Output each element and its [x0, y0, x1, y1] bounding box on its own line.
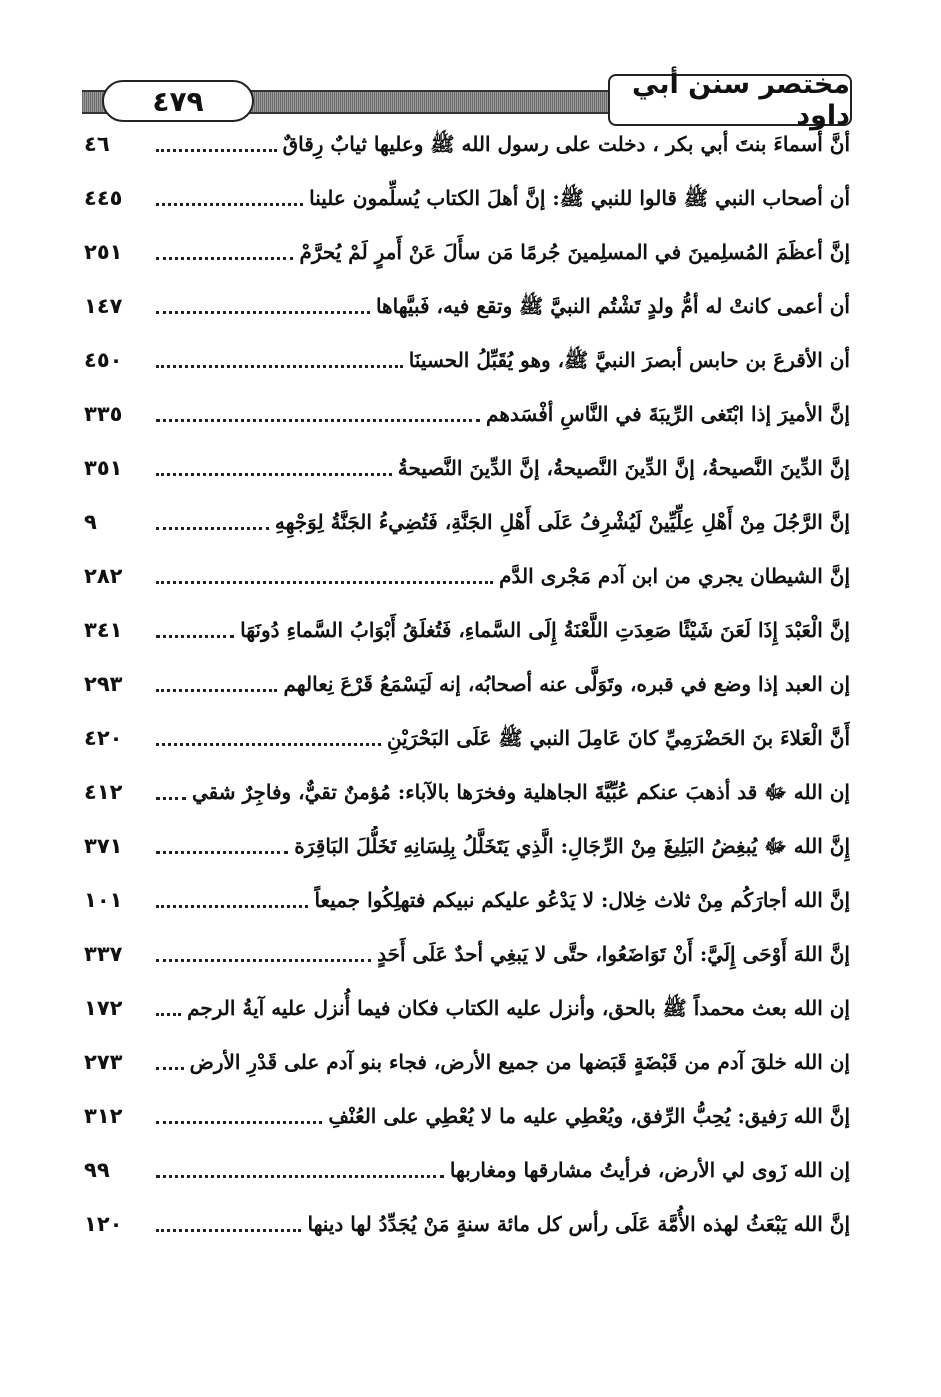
entry-text: أَنَّ الْعَلاءَ بنَ الحَضْرَمِيِّ كانَ عَامِلَ النبي ﷺ عَلَى البَحْرَيْنِ [386, 726, 850, 750]
dot-leader [156, 687, 277, 692]
entry-page-number: ٩ [84, 510, 97, 534]
entry-text: إنَّ الله رَفيق: يُحِبُّ الرِّفق، ويُعْطِي عليه ما لا يُعْطِي على العُنْفِ [328, 1104, 850, 1128]
entry-text: إن الله خلقَ آدم من قَبْضَةٍ قَبَضها من جميع الأرض، فجاء بنو آدم على قَدْرِ الأرض [189, 1050, 850, 1074]
entry-page-number: ٤٤٥ [84, 186, 123, 210]
entry-text: إن الله بعث محمداً ﷺ بالحق، وأنزل عليه الكتاب فكان فيما أُنزل عليه آيةُ الرجم [187, 996, 850, 1020]
entry-text: إنَّ الرَّجُلَ مِنْ أَهْلِ عِلِّيِّينْ لَيُشْرِفُ عَلَى أَهْلِ الجَنَّةِ، فَتُضِيءُ الجَنَّةُ لِوَجْهِهِ [274, 510, 850, 534]
entry-page-number: ٣٥١ [84, 456, 123, 480]
dot-leader [156, 309, 370, 314]
entry-text: إنَّ الله يَبْعَثُ لهذه الأُمَّة عَلَى رأس كل مائة سنةٍ مَنْ يُجَدِّدُ لها دينها [307, 1212, 850, 1236]
entry-page-number: ٢٥١ [84, 240, 123, 264]
entry-page-number: ٢٧٣ [84, 1050, 123, 1074]
index-entry [84, 286, 850, 326]
entry-page-number: ١٠١ [84, 888, 123, 912]
entry-page-number: ٤٢٠ [84, 726, 123, 750]
entry-text: إنَّ الشيطان يجري من ابن آدم مَجْرى الدَّم [499, 564, 850, 588]
index-entry [84, 988, 850, 1028]
index-entry [84, 124, 850, 164]
index-entry [84, 718, 850, 758]
book-title: مختصر سنن أبي داود [608, 74, 852, 126]
entry-text: إنَّ الْعَبْدَ إِذَا لَعَنَ شَيْئًا صَعِدَتِ اللَّعْنَةُ إِلَى السَّماءِ، فَتُغلَقُ أَبْوَابُ السَّماءِ دُونَهَا [240, 618, 850, 642]
dot-leader [156, 633, 234, 638]
dot-leader [156, 1173, 444, 1178]
dot-leader [156, 795, 186, 800]
entry-text: إنَّ الأميرَ إذا ابْتَغى الرِّيبَةَ في النَّاسِ أفْسَدهم [486, 402, 850, 426]
index-entry [84, 934, 850, 974]
dot-leader [156, 849, 288, 854]
entry-page-number: ٤٦ [84, 132, 110, 156]
dot-leader [156, 579, 493, 584]
index-entry [84, 610, 850, 650]
index-entry [84, 394, 850, 434]
entry-page-number: ٩٩ [84, 1158, 110, 1182]
entry-text: أن أصحاب النبي ﷺ قالوا للنبي ﷺ: إنَّ أهلَ الكتاب يُسلِّمون علينا [309, 186, 850, 210]
dot-leader [156, 363, 403, 368]
index-entry [84, 448, 850, 488]
index-entry [84, 1204, 850, 1244]
index-entry [84, 1150, 850, 1190]
page-header [82, 69, 852, 131]
entry-text: إنَّ اللهَ أَوْحَى إِلَيَّ: أَنْ تَوَاضَعُوا، حتَّى لا يَبغِي أحدٌ عَلَى أَحَدٍ [377, 942, 850, 966]
entry-page-number: ١٢٠ [84, 1212, 123, 1236]
entry-text: إنَّ الدِّينَ النَّصيحةُ، إنَّ الدِّينَ النَّصيحةُ، إنَّ الدِّينَ النَّصيحةُ [397, 456, 850, 480]
dot-leader [156, 1011, 181, 1016]
entry-text: إنَّ الله أجارَكُم مِنْ ثلاث خِلال: لا يَدْعُو عليكم نبيكم فتهلِكُوا جميعاً [314, 888, 850, 912]
entry-text: إن العبد إذا وضع في قبره، وتَوَلَّى عنه أصحابُه، إنه لَيَسْمَعُ قَرْعَ نِعالهم [283, 672, 850, 696]
index-entry [84, 502, 850, 542]
dot-leader [156, 1065, 184, 1070]
entry-text: أنَّ أسماءَ بنتَ أبي بكر ، دخلت على رسول الله ﷺ وعليها ثيابٌ رِقاقٌ [282, 132, 850, 156]
entry-page-number: ١٧٢ [84, 996, 123, 1020]
index-entry [84, 1042, 850, 1082]
entry-page-number: ٣٧١ [84, 834, 123, 858]
entry-page-number: ٢٩٣ [84, 672, 123, 696]
entry-text: إن الله زَوى لي الأرض، فرأيتُ مشارقها ومغاربها [449, 1158, 850, 1182]
dot-leader [156, 903, 308, 908]
dot-leader [156, 957, 371, 962]
entry-page-number: ١٤٧ [84, 294, 123, 318]
dot-leader [156, 255, 293, 260]
index-entry [84, 1096, 850, 1136]
dot-leader [156, 525, 269, 530]
entry-page-number: ٣١٢ [84, 1104, 123, 1128]
entry-text: إنَّ أعظَمَ المُسلِمينَ في المسلِمينَ جُرمًا مَن سأَلَ عَنْ أَمرٍ لَمْ يُحرَّمْ [299, 240, 850, 264]
dot-leader [156, 417, 480, 422]
index-entry [84, 178, 850, 218]
entry-page-number: ٤٥٠ [84, 348, 123, 372]
index-entry [84, 556, 850, 596]
entry-text: أن أعمى كانتْ له أمُّ ولدٍ تَشْتُم النبيَّ ﷺ وتقع فيه، فَبيَّهاها [375, 294, 850, 318]
index-entry [84, 772, 850, 812]
dot-leader [156, 1119, 322, 1124]
dot-leader [156, 1227, 301, 1232]
index-entry [84, 826, 850, 866]
entry-page-number: ٤١٢ [84, 780, 123, 804]
entry-page-number: ٣٣٧ [84, 942, 123, 966]
entry-text: أن الأقرعَ بن حابس أبصرَ النبيَّ ﷺ، وهو يُقَبِّلُ الحسينَا [408, 348, 850, 372]
index-entry [84, 880, 850, 920]
index-entry [84, 664, 850, 704]
dot-leader [156, 741, 381, 746]
index-entry [84, 340, 850, 380]
entry-text: إِنَّ الله ﷻ يُبغِضُ البَلِيغَ مِنْ الرِّجَالِ: الَّذِي يَتَخَلَّلُ بِلِسَانِهِ تَخَلُّلَ البَاقِرَة [294, 834, 850, 858]
index-entry [84, 232, 850, 272]
entry-page-number: ٢٨٢ [84, 564, 123, 588]
dot-leader [156, 471, 392, 476]
entry-page-number: ٣٤١ [84, 618, 123, 642]
dot-leader [156, 147, 277, 152]
entry-text: إن الله ﷻ قد أذهبَ عنكم عُبِّيَّةَ الجاهلية وفخرَها بالآباء: مُؤمنٌ تقيٌّ، وفاجِرٌ شقي [191, 780, 850, 804]
page-number: ٤٧٩ [102, 80, 254, 122]
entry-page-number: ٣٣٥ [84, 402, 123, 426]
dot-leader [156, 201, 303, 206]
